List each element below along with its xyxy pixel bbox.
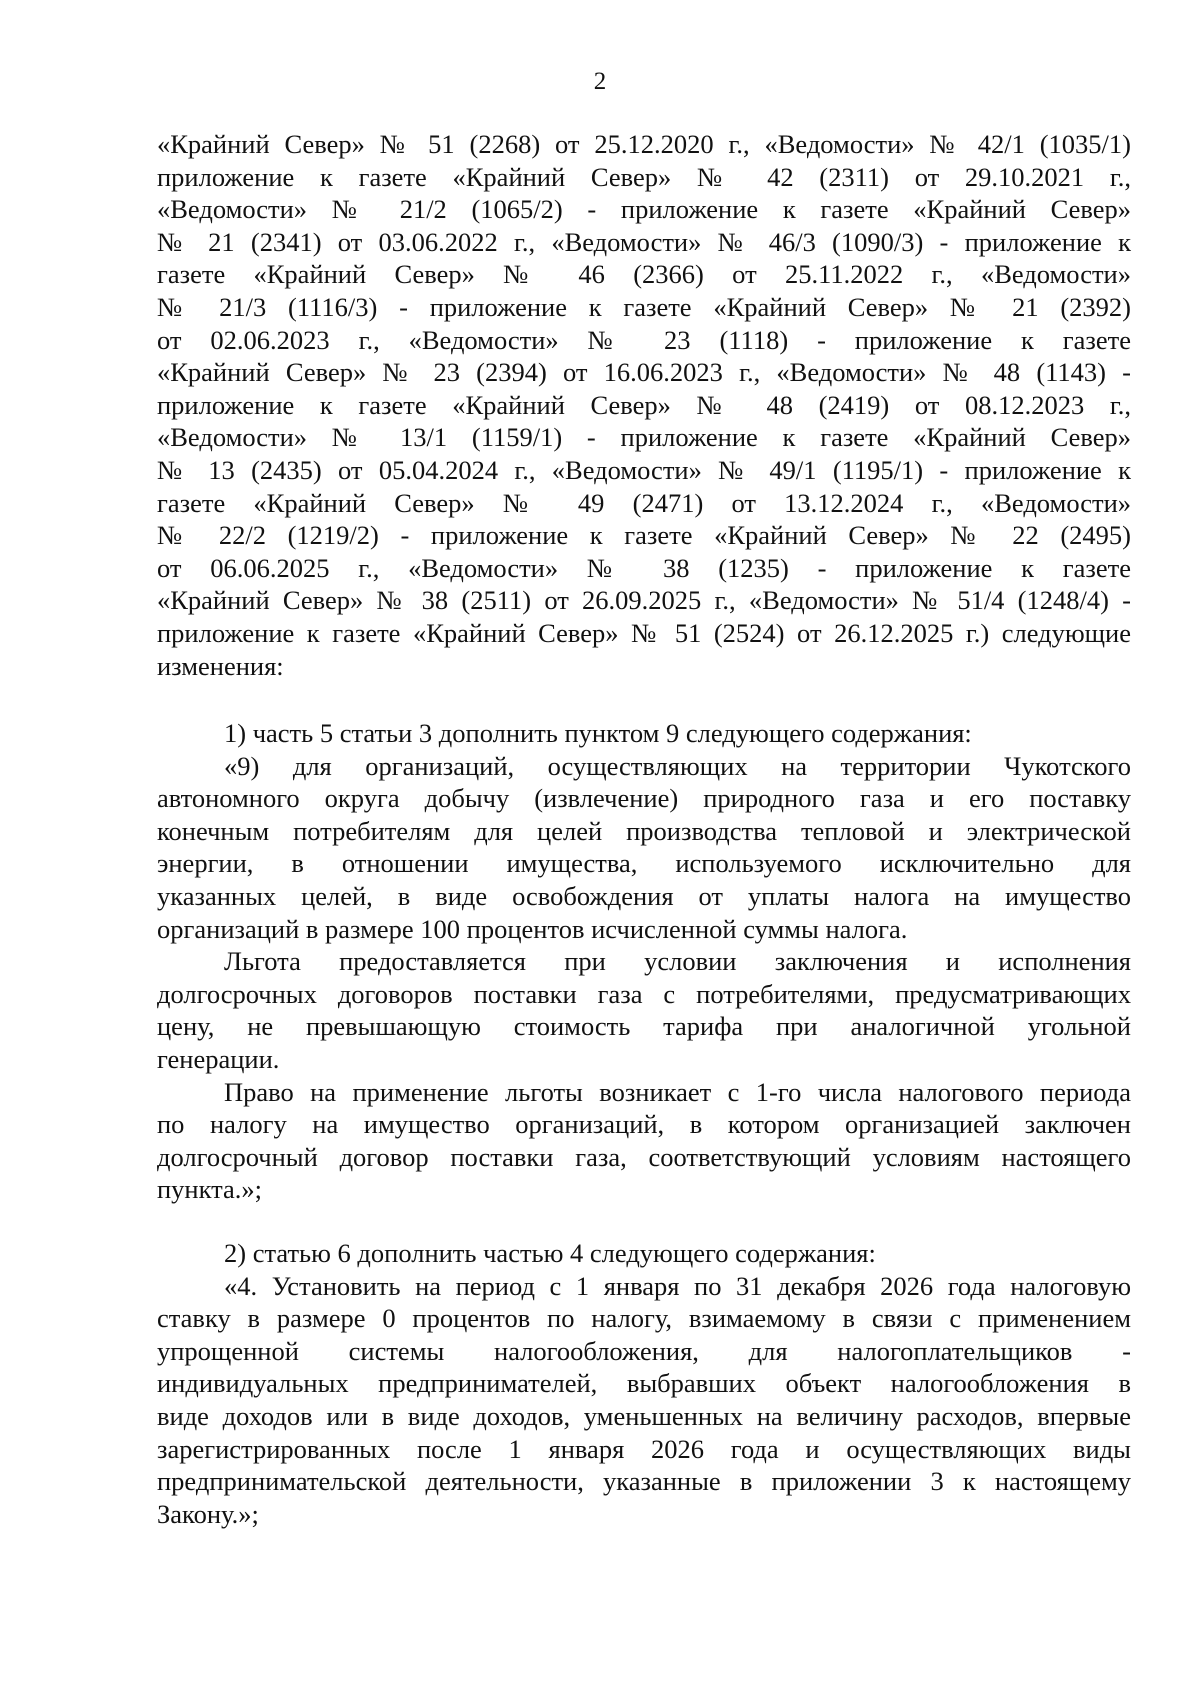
text-line: № 13 (2435) от 05.04.2024 г., «Ведомости» № 49/1 (1195/1) - приложение к: [157, 454, 1131, 485]
text-line: цену, не превышающую стоимость тарифа при аналогичной угольной: [157, 1011, 1131, 1042]
text-line: конечным потребителям для целей производства тепловой и электрической: [157, 815, 1131, 846]
intro-paragraph: [157, 128, 1131, 682]
text-line: «Крайний Север» № 23 (2394) от 16.06.2023 г., «Ведомости» № 48 (1143) -: [157, 357, 1131, 388]
text-line: № 22/2 (1219/2) - приложение к газете «Крайний Север» № 22 (2495): [157, 520, 1131, 551]
text-line: приложение к газете «Крайний Север» № 42 (2311) от 29.10.2021 г.,: [157, 161, 1131, 192]
text-line: по налогу на имущество организаций, в котором организацией заключен: [157, 1109, 1131, 1140]
text-line: от 02.06.2023 г., «Ведомости» № 23 (1118) - приложение к газете: [157, 324, 1131, 355]
text-line: зарегистрированных после 1 января 2026 года и осуществляющих виды: [157, 1433, 1131, 1464]
text-line: Льгота предоставляется при условии заключения и исполнения: [224, 946, 1131, 977]
text-line: № 21/3 (1116/3) - приложение к газете «Крайний Север» № 21 (2392): [157, 291, 1131, 322]
text-line: Закону.»;: [157, 1498, 259, 1529]
text-line: № 21 (2341) от 03.06.2022 г., «Ведомости» № 46/3 (1090/3) - приложение к: [157, 226, 1131, 257]
item-heading: 2) статью 6 дополнить частью 4 следующего содержания:: [224, 1238, 876, 1268]
text-line: приложение к газете «Крайний Север» № 48 (2419) от 08.12.2023 г.,: [157, 389, 1131, 420]
text-line: «Ведомости» № 13/1 (1159/1) - приложение к газете «Крайний Север»: [157, 422, 1131, 453]
text-line: от 06.06.2025 г., «Ведомости» № 38 (1235) - приложение к газете: [157, 552, 1131, 583]
item-1-section: [157, 717, 1131, 1206]
text-line: Право на применение льготы возникает с 1-го числа налогового периода: [224, 1076, 1131, 1107]
text-line: автономного округа добычу (извлечение) природного газа и его поставку: [157, 783, 1131, 814]
text-line: долгосрочных договоров поставки газа с потребителями, предусматривающих: [157, 978, 1131, 1009]
text-line: «9) для организаций, осуществляющих на территории Чукотского: [224, 750, 1131, 781]
text-line: упрощенной системы налогообложения, для налогоплательщиков -: [157, 1335, 1131, 1366]
text-line: индивидуальных предпринимателей, выбравших объект налогообложения в: [157, 1368, 1131, 1399]
text-line: газете «Крайний Север» № 49 (2471) от 13.12.2024 г., «Ведомости»: [157, 487, 1131, 518]
text-line: генерации.: [157, 1043, 280, 1074]
text-line: приложение к газете «Крайний Север» № 51 (2524) от 26.12.2025 г.) следующие: [157, 617, 1131, 648]
item-2-section: [157, 1237, 1131, 1530]
text-line: «4. Установить на период с 1 января по 31 декабря 2026 года налоговую: [224, 1270, 1131, 1301]
text-line: виде доходов или в виде доходов, уменьшенных на величину расходов, впервые: [157, 1400, 1131, 1431]
text-line: пункта.»;: [157, 1174, 263, 1205]
text-line: «Крайний Север» № 38 (2511) от 26.09.2025 г., «Ведомости» № 51/4 (1248/4) -: [157, 585, 1131, 616]
item-heading: 1) часть 5 статьи 3 дополнить пунктом 9 следующего содержания:: [224, 718, 972, 748]
text-line: энергии, в отношении имущества, используемого исключительно для: [157, 848, 1131, 879]
text-line: предпринимательской деятельности, указанные в приложении 3 к настоящему: [157, 1466, 1131, 1497]
text-line: ставку в размере 0 процентов по налогу, взимаемому в связи с применением: [157, 1303, 1131, 1334]
text-line: «Крайний Север» № 51 (2268) от 25.12.2020 г., «Ведомости» № 42/1 (1035/1): [157, 129, 1131, 159]
page-number: 2: [593, 68, 607, 95]
text-line: долгосрочный договор поставки газа, соответствующий условиям настоящего: [157, 1141, 1131, 1172]
text-line: изменения:: [157, 650, 284, 681]
text-line: «Ведомости» № 21/2 (1065/2) - приложение к газете «Крайний Север»: [157, 194, 1131, 225]
text-line: газете «Крайний Север» № 46 (2366) от 25.11.2022 г., «Ведомости»: [157, 259, 1131, 290]
text-line: организаций в размере 100 процентов исчисленной суммы налога.: [157, 913, 908, 944]
text-line: указанных целей, в виде освобождения от уплаты налога на имущество: [157, 880, 1131, 911]
